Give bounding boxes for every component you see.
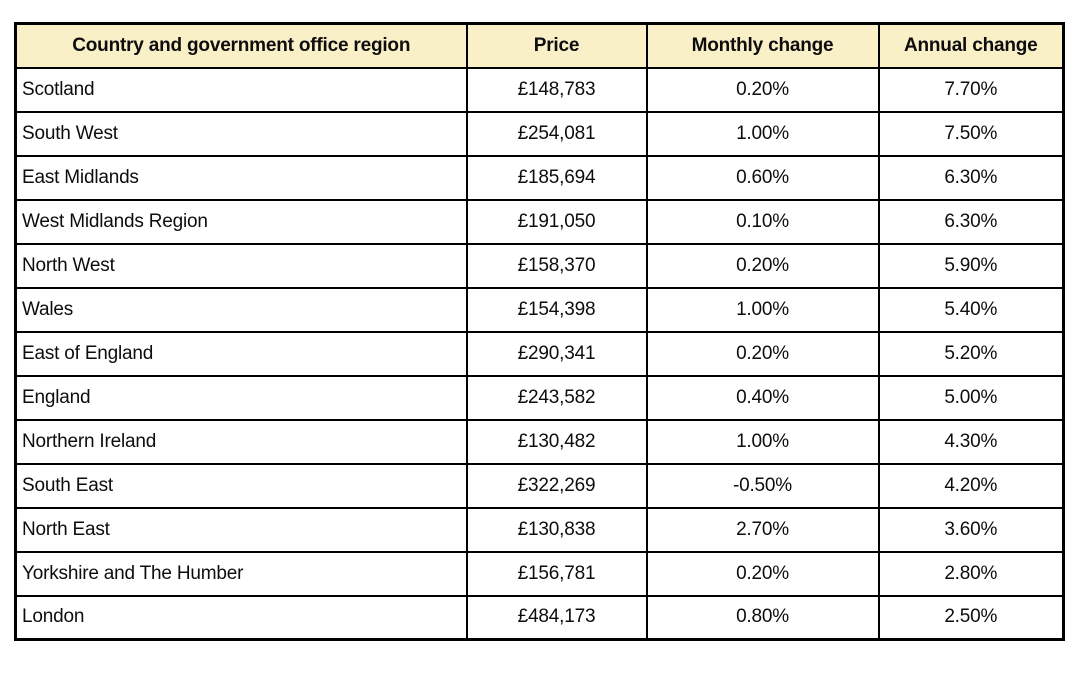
- price-cell: £484,173: [467, 596, 647, 640]
- monthly-change-cell: 2.70%: [647, 508, 879, 552]
- price-cell: £130,482: [467, 420, 647, 464]
- table-row: [16, 596, 1064, 640]
- region-cell: North West: [16, 244, 467, 288]
- price-cell: £290,341: [467, 332, 647, 376]
- monthly-change-cell: 1.00%: [647, 288, 879, 332]
- price-cell: £243,582: [467, 376, 647, 420]
- table-row: [16, 244, 1064, 288]
- table-body: [16, 68, 1064, 640]
- region-cell: East Midlands: [16, 156, 467, 200]
- monthly-change-cell: 0.10%: [647, 200, 879, 244]
- price-cell: £130,838: [467, 508, 647, 552]
- header-monthly-change: Monthly change: [647, 24, 879, 68]
- price-cell: £254,081: [467, 112, 647, 156]
- region-cell: England: [16, 376, 467, 420]
- annual-change-cell: 2.50%: [879, 596, 1064, 640]
- monthly-change-cell: 0.40%: [647, 376, 879, 420]
- monthly-change-cell: 0.80%: [647, 596, 879, 640]
- header-price: Price: [467, 24, 647, 68]
- region-cell: North East: [16, 508, 467, 552]
- annual-change-cell: 6.30%: [879, 200, 1064, 244]
- annual-change-cell: 5.90%: [879, 244, 1064, 288]
- price-cell: £154,398: [467, 288, 647, 332]
- table-row: [16, 288, 1064, 332]
- table-row: [16, 112, 1064, 156]
- annual-change-cell: 4.30%: [879, 420, 1064, 464]
- table-row: [16, 464, 1064, 508]
- header-annual-change: Annual change: [879, 24, 1064, 68]
- table-row: [16, 68, 1064, 112]
- table-row: [16, 420, 1064, 464]
- region-cell: Wales: [16, 288, 467, 332]
- monthly-change-cell: 1.00%: [647, 420, 879, 464]
- region-cell: Scotland: [16, 68, 467, 112]
- monthly-change-cell: -0.50%: [647, 464, 879, 508]
- header-region: Country and government office region: [16, 24, 467, 68]
- annual-change-cell: 5.40%: [879, 288, 1064, 332]
- table-row: [16, 156, 1064, 200]
- table-row: [16, 200, 1064, 244]
- table-row: [16, 332, 1064, 376]
- annual-change-cell: 4.20%: [879, 464, 1064, 508]
- annual-change-cell: 5.00%: [879, 376, 1064, 420]
- region-cell: London: [16, 596, 467, 640]
- annual-change-cell: 2.80%: [879, 552, 1064, 596]
- price-cell: £148,783: [467, 68, 647, 112]
- monthly-change-cell: 0.20%: [647, 552, 879, 596]
- table-header: [16, 24, 1064, 68]
- price-cell: £158,370: [467, 244, 647, 288]
- monthly-change-cell: 1.00%: [647, 112, 879, 156]
- table-row: [16, 376, 1064, 420]
- region-cell: South East: [16, 464, 467, 508]
- regional-price-table-container: [14, 22, 1065, 641]
- region-cell: Northern Ireland: [16, 420, 467, 464]
- price-cell: £185,694: [467, 156, 647, 200]
- region-cell: West Midlands Region: [16, 200, 467, 244]
- price-cell: £322,269: [467, 464, 647, 508]
- regional-price-table: [14, 22, 1065, 641]
- table-row: [16, 552, 1064, 596]
- monthly-change-cell: 0.20%: [647, 68, 879, 112]
- region-cell: South West: [16, 112, 467, 156]
- price-cell: £191,050: [467, 200, 647, 244]
- region-cell: Yorkshire and The Humber: [16, 552, 467, 596]
- table-row: [16, 508, 1064, 552]
- annual-change-cell: 5.20%: [879, 332, 1064, 376]
- price-cell: £156,781: [467, 552, 647, 596]
- region-cell: East of England: [16, 332, 467, 376]
- monthly-change-cell: 0.20%: [647, 332, 879, 376]
- annual-change-cell: 7.50%: [879, 112, 1064, 156]
- annual-change-cell: 7.70%: [879, 68, 1064, 112]
- header-row: [16, 24, 1064, 68]
- monthly-change-cell: 0.60%: [647, 156, 879, 200]
- monthly-change-cell: 0.20%: [647, 244, 879, 288]
- annual-change-cell: 6.30%: [879, 156, 1064, 200]
- annual-change-cell: 3.60%: [879, 508, 1064, 552]
